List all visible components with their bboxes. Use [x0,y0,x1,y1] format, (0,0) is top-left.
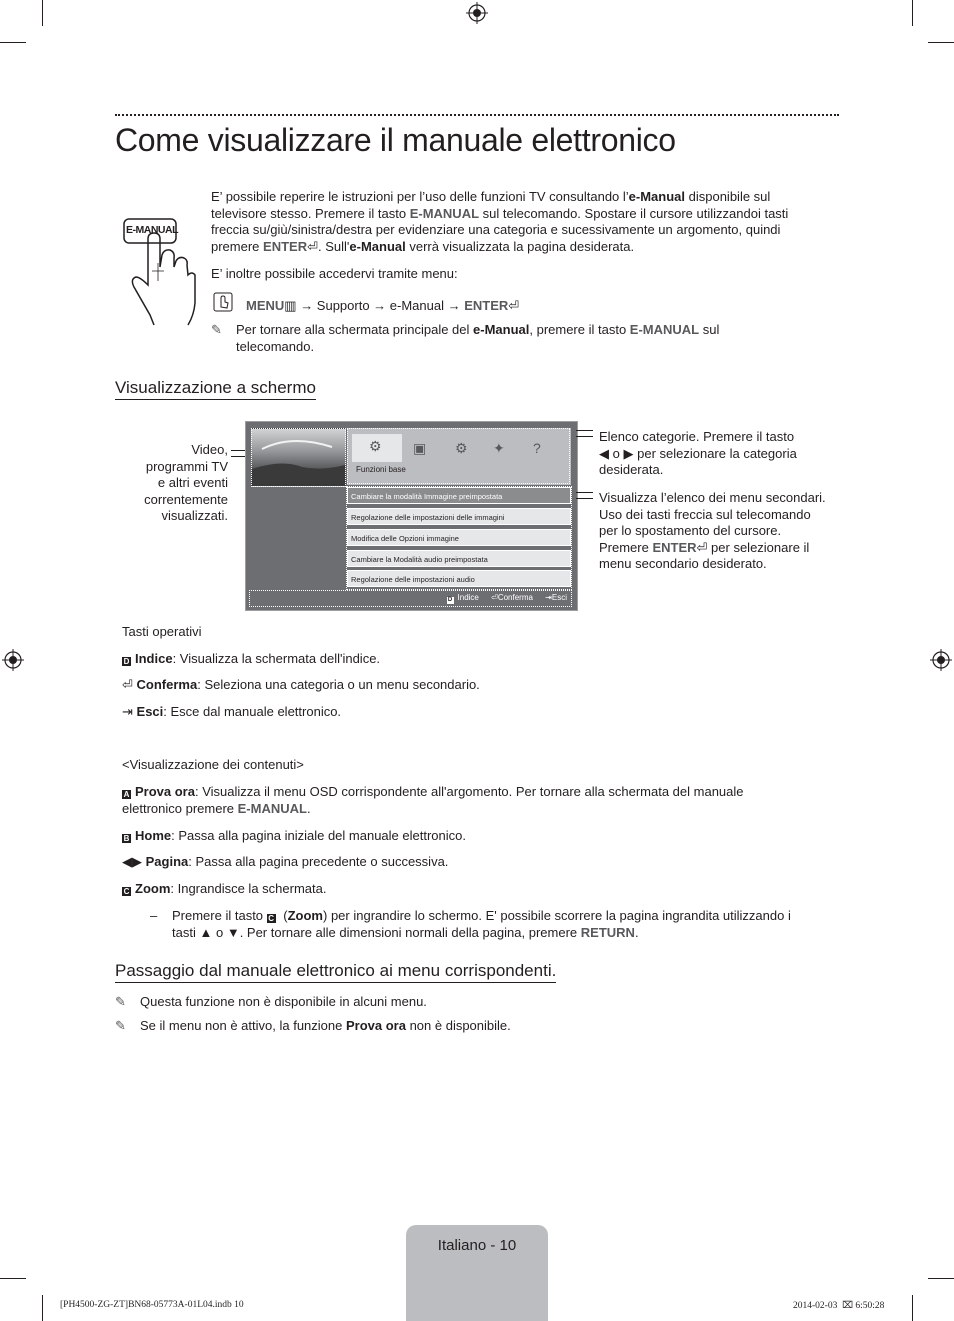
crop-mark [912,1295,913,1321]
keys-heading: Tasti operativi [122,624,202,639]
registration-mark-icon [466,2,488,24]
enter-icon: ⏎ [122,677,133,692]
note-pencil-icon: ✎ [115,1018,126,1033]
footer-file: [PH4500-ZG-ZT]BN68-05773A-01L04.indb 10 [60,1300,244,1310]
title-rule [115,114,839,116]
footer-index[interactable]: Indice [457,593,479,602]
footer-confirm[interactable]: Conferma [497,593,533,602]
intro-paragraph: E’ possibile reperire le istruzioni per l’uso delle funzioni TV consultando l’e-Manual disponibile sul televisore stesso. Premere il tasto E-MANUAL sul telecomando. Spostare il cursore utilizzandoi tasti freccia su/giù/sinistra/destra per evidenziare una categoria e sucessivamente un argomento, quindi premere ENTER⏎. Sull'e-Manual verrà visualizzata la pagina desiderata. [211,189,789,254]
screen-footer [249,590,572,607]
d-key-icon: D [447,597,453,603]
callout-line [576,492,593,499]
arrow-up-icon: ▲ [199,924,213,940]
right-callout-submenu: Visualizza l’elenco dei menu secondari. Uso dei tasti freccia sul telecomando per lo spostamento del cursore. Premere ENTER⏎ per selezionare il menu secondario desiderato. [599,490,826,571]
key-confirm-row: ⏎ Conferma: Seleziona una categoria o un menu secondario. [122,677,480,692]
contents-page-row: ◀▶ Pagina: Passa alla pagina precedente o successiva. [122,854,449,869]
settings-icon: ⚙ [455,440,468,456]
submenu-item[interactable]: Modifica delle Opzioni immagine [347,529,571,546]
submenu-item[interactable]: Regolazione delle impostazioni audio [347,570,571,587]
submenu-item[interactable]: Regolazione delle impostazioni delle immagini [347,508,571,525]
contents-zoom-row: C Zoom: Ingrandisce la schermata. [123,881,327,896]
emanual-key-label: E-MANUAL [126,224,178,236]
note-pencil-icon: ✎ [115,994,126,1009]
section-heading-screen: Visualizzazione a schermo [115,378,316,400]
a-key-icon: A [123,790,130,799]
contents-home-row: B Home: Passa alla pagina iniziale del manuale elettronico. [123,828,466,843]
enter-icon: ⏎ [491,593,498,602]
enter-icon: ⏎ [696,539,708,555]
enter-icon: ⏎ [508,298,520,313]
arrow-down-icon: ▼ [226,924,240,940]
left-callout: Video, programmi TV e altri eventi correntemente visualizzati. [144,442,228,523]
category-bar [347,428,571,485]
crop-mark [42,0,43,26]
submenu-item[interactable]: Cambiare la modalità Immagine preimpostata [347,487,571,504]
exit-icon: ⇥ [122,704,133,719]
left-right-arrow-icon: ◀▶ [122,854,142,869]
zoom-dash-note: – Premere il tasto C (Zoom) per ingrandire lo schermo. E' possibile scorrere la pagina ingrandita utilizzando i tasti ▲ o ▼. Per tornare alle dimensioni normali della pagina, premere RETURN. [150,908,791,940]
basic-functions-icon: ⚙ [369,438,382,454]
note-pencil-icon: ✎ [211,322,222,337]
footer-timestamp: 2014-02-03 ⌧ 6:50:28 [793,1301,885,1311]
enter-icon: ⏎ [307,238,318,254]
arrow-left-icon: ◀ [599,445,609,461]
emanual-screen [245,421,578,611]
network-icon: ✦ [493,440,505,456]
arrow-right-icon: ▶ [623,445,634,461]
menu-hand-icon [213,292,233,312]
page-title: Come visualizzare il manuale elettronico [115,122,676,158]
contents-try-row: A Prova ora: Visualizza il menu OSD corrispondente all'argomento. Per tornare alla schermata del manuale elettronico premere E-MANUAL. [122,784,744,816]
crop-mark [42,1295,43,1321]
callout-line [576,430,593,437]
help-icon: ? [533,440,541,456]
key-index-row: D Indice: Visualizza la schermata dell'indice. [123,651,381,666]
section2-note2: ✎ Se il menu non è attivo, la funzione Prova ora non è disponibile. [115,1018,511,1033]
page-number: Italiano - 10 [437,1237,517,1254]
crop-mark [0,1278,26,1279]
registration-mark-icon [2,649,24,671]
key-exit-row: ⇥ Esci: Esce dal manuale elettronico. [122,704,342,719]
submenu-item[interactable]: Cambiare la Modalità audio preimpostata [347,550,571,567]
category-label: Funzioni base [356,465,406,474]
d-key-icon: D [123,657,130,666]
right-callout-categories: Elenco categorie. Premere il tasto ◀ o ▶ per selezionare la categoria desiderata. [599,429,797,477]
section-heading-passage: Passaggio dal manuale elettronico ai menu corrispondenti. [115,961,556,983]
exit-icon: ⇥ [545,593,552,602]
section2-note1: ✎ Questa funzione non è disponibile in alcuni menu. [115,994,427,1009]
crop-mark [928,42,954,43]
crop-mark [0,42,26,43]
c-key-icon: C [268,914,275,923]
video-preview [251,428,346,487]
contents-heading: <Visualizzazione dei contenuti> [122,757,304,772]
c-key-icon: C [123,887,130,896]
crop-mark [928,1278,954,1279]
clock-icon: ⌧ [842,1301,854,1311]
menu-grid-icon: ▥ [284,298,297,313]
registration-mark-icon [930,649,952,671]
b-key-icon: B [123,834,130,843]
menu-path: MENU▥ → Supporto → e-Manual → ENTER⏎ [246,298,520,313]
program-icon: ▣ [413,440,427,456]
crop-mark [912,0,913,26]
note-return: ✎ Per tornare alla schermata principale del e-Manual, premere il tasto E-MANUAL sul telecomando. [211,322,720,354]
footer-exit[interactable]: Esci [551,593,567,602]
menu-access-text: E’ inoltre possibile accedervi tramite menu: [211,266,458,281]
